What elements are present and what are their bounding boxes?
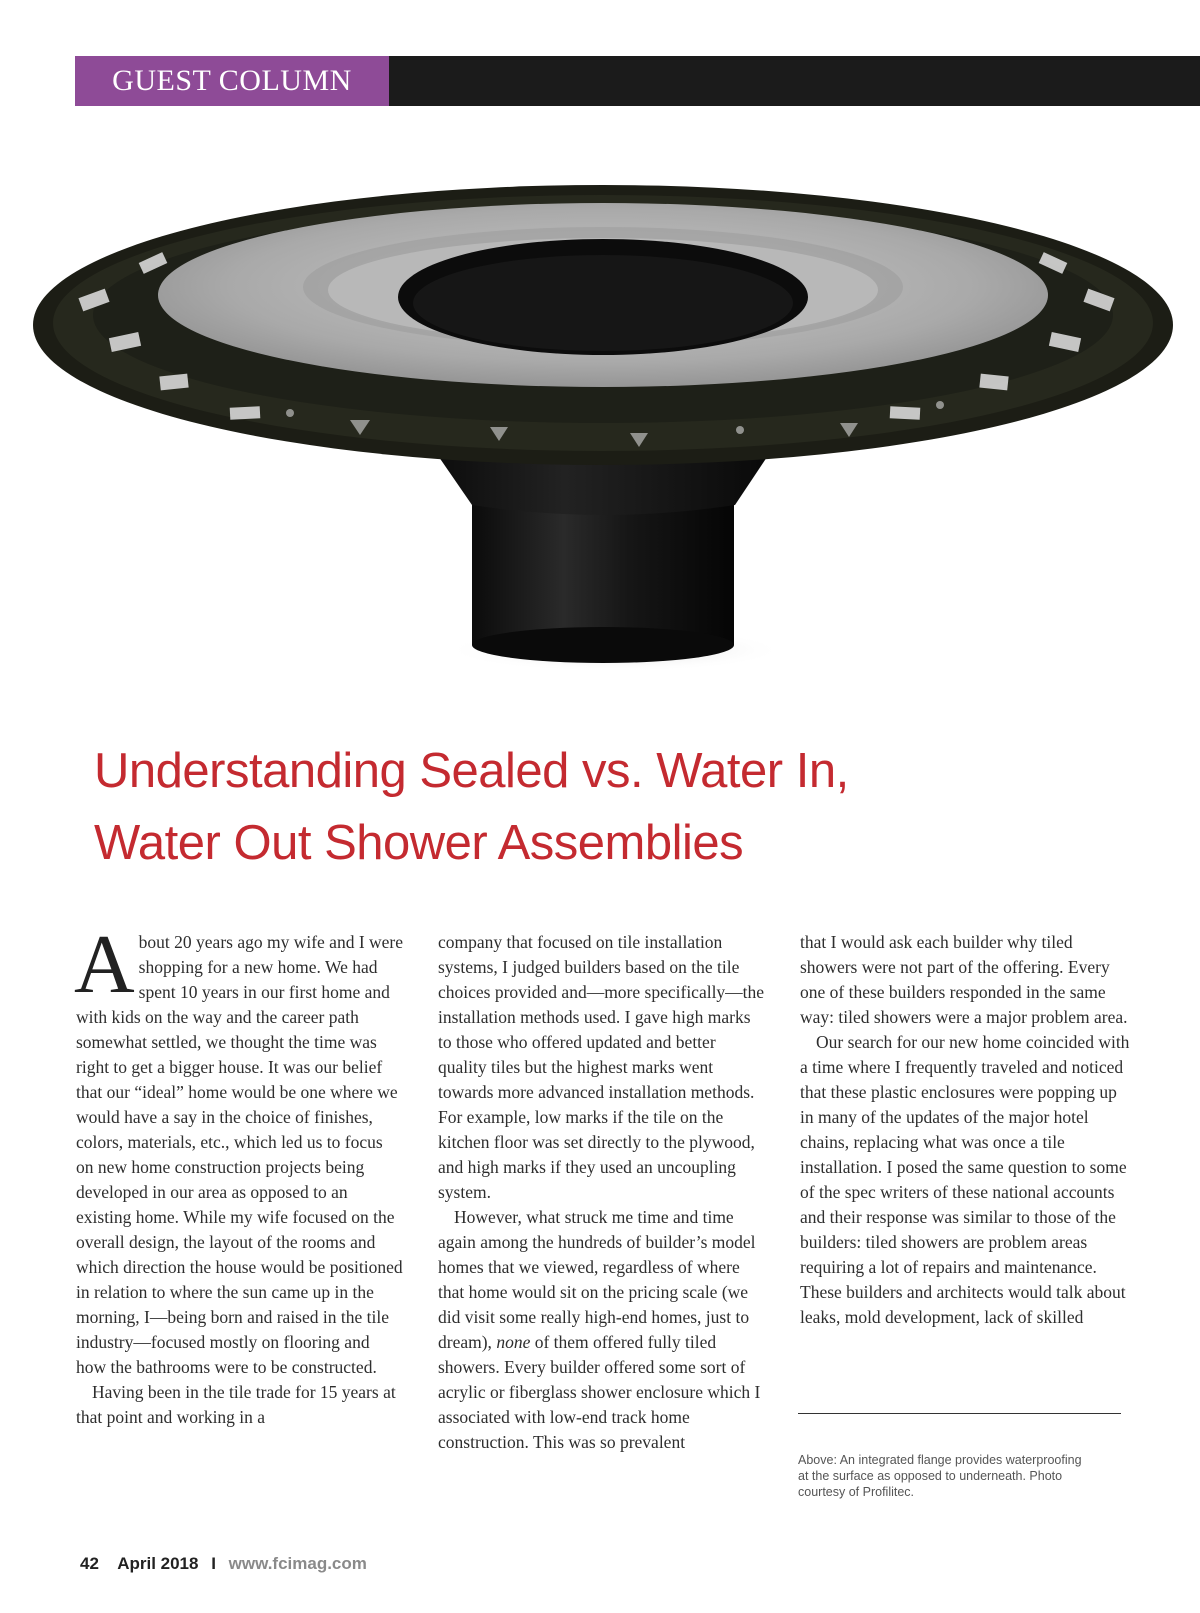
footer-separator: I bbox=[211, 1554, 216, 1573]
paragraph bbox=[74, 918, 404, 1380]
caption-divider bbox=[798, 1413, 1121, 1414]
emphasis-text: none bbox=[496, 1332, 531, 1352]
paragraph-text: However, what struck me time and time again among the hundreds of builder’s model homes that we viewed, regardless of where that home would sit on the pricing scale (we did visit some really high-end homes, just to dream), bbox=[438, 1207, 756, 1352]
website-link[interactable]: www.fcimag.com bbox=[228, 1554, 367, 1573]
page-footer bbox=[80, 1554, 367, 1574]
paragraph: company that focused on tile installation systems, I judged builders based on the tile choices provided and—more specifically—the installation methods used. I gave high marks to those who offered updated and better quality tiles but the highest marks went towards more advanced installation methods. For example, low marks if the tile on the kitchen floor was set directly to the plywood, and high marks if they used an uncoupling system. bbox=[438, 932, 765, 1202]
paragraph: that I would ask each builder why tiled showers were not part of the offering. Every one of these builders responded in the same way: tiled showers were a major problem area. bbox=[800, 932, 1128, 1027]
paragraph-text: bout 20 years ago my wife and I were shopping for a new home. We had spent 10 years in our first home and with kids on the way and the career path somewhat settled, we thought the time was right to get a bigger house. It was our belief that our “ideal” home would be one where we would have a say in the choice of finishes, colors, materials, etc., which led us to focus on new home construction projects being developed in our area as opposed to an existing home. While my wife focused on the overall design, the layout of the rooms and which direction the house would be positioned in relation to where the sun came up in the morning, I—being born and raised in the tile industry—focused mostly on flooring and how the bathrooms were to be constructed. bbox=[76, 932, 404, 1377]
body-column-1 bbox=[74, 918, 404, 1430]
section-label: GUEST COLUMN bbox=[75, 56, 389, 106]
body-column-2 bbox=[438, 930, 768, 1455]
page-number: 42 bbox=[80, 1554, 99, 1573]
paragraph-text: of them offered fully tiled showers. Every builder offered some sort of acrylic or fiberglass shower enclosure which I associated with low-end track home construction. This was so prevalent bbox=[438, 1332, 761, 1452]
paragraph: Our search for our new home coincided with a time where I frequently traveled and noticed that these plastic enclosures were popping up in many of the updates of the major hotel chains, replacing what was once a tile installation. I posed the same question to some of the spec writers of these national accounts and their response was similar to those of the builders: tiled showers are problem areas requiring a lot of repairs and maintenance. These builders and architects would talk about leaks, mold development, lack of skilled bbox=[800, 1032, 1130, 1327]
paragraph bbox=[438, 1205, 768, 1455]
body-column-3 bbox=[800, 930, 1130, 1330]
issue-date: April 2018 bbox=[117, 1554, 199, 1573]
title-line-1: Understanding Sealed vs. Water In, bbox=[94, 744, 849, 798]
article-title bbox=[94, 735, 1154, 879]
drain-flange-photo bbox=[20, 175, 1180, 695]
paragraph: Having been in the tile trade for 15 years at that point and working in a bbox=[76, 1382, 396, 1427]
drop-cap: A bbox=[74, 918, 135, 1011]
photo-caption: Above: An integrated flange provides waterproofing at the surface as opposed to underneath. Photo courtesy of Profilitec. bbox=[798, 1453, 1082, 1499]
title-line-2: Water Out Shower Assemblies bbox=[94, 816, 744, 870]
